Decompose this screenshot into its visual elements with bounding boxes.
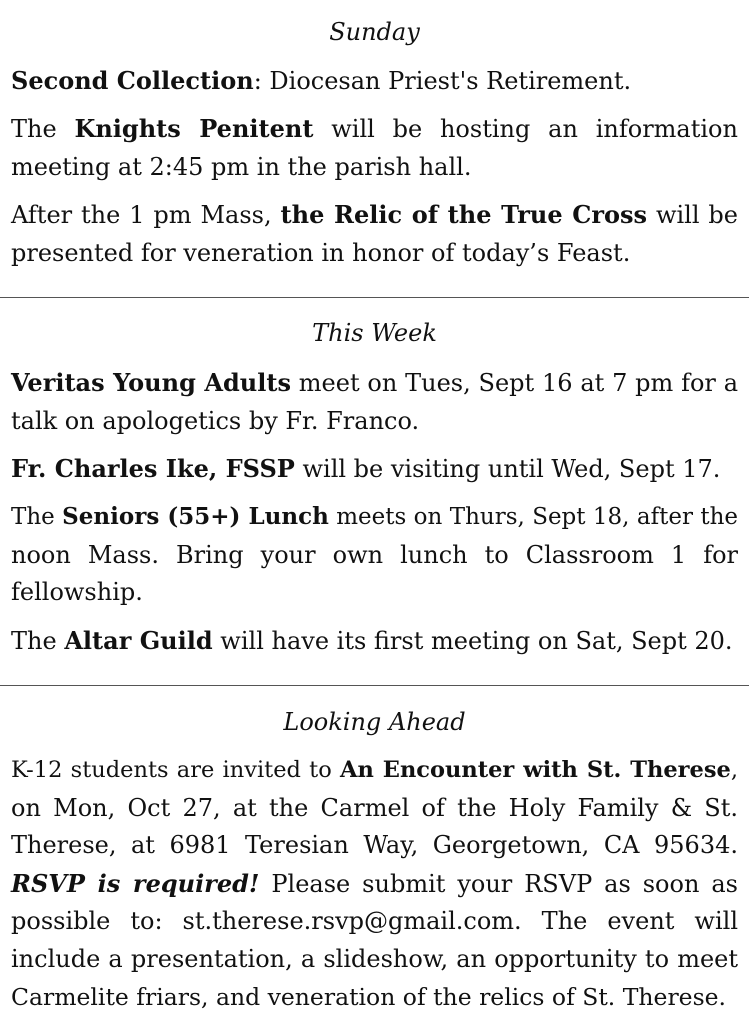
announcement-line: noon Mass. Bring your own lunch to Classroom 1 for: [11, 540, 738, 569]
announcement-title: the Relic of the True Cross: [280, 200, 648, 229]
announcement-altar-guild: [11, 622, 738, 661]
announcement-text: The: [11, 504, 55, 530]
announcement-line: meeting at 2:45 pm in the parish hall.: [11, 152, 472, 181]
announcement-title: Second Collection: [11, 66, 254, 95]
section-heading-looking-ahead: Looking Ahead: [283, 708, 466, 736]
announcement-text: will be visiting until Wed, Sept 17.: [302, 455, 721, 483]
announcement-text: will have its first meeting on Sat, Sept 20.: [220, 627, 733, 655]
section-divider: [0, 297, 749, 298]
announcement-fr-charles-ike: [11, 450, 738, 489]
announcement-text: meets on Thurs, Sept 18, after the: [336, 504, 739, 530]
announcement-text: After the 1 pm Mass,: [11, 201, 272, 229]
announcement-seniors-lunch: [11, 498, 738, 612]
announcement-line: include a presentation, a slideshow, an opportunity to meet: [11, 944, 738, 973]
announcement-line: Therese, at 6981 Teresian Way, Georgetown, CA 95634.: [11, 831, 738, 860]
announcement-line: talk on apologetics by Fr. Franco.: [11, 406, 420, 435]
announcement-relic-true-cross: [11, 196, 738, 272]
announcement-text: ,: [730, 757, 738, 783]
announcement-text: will be hosting an information: [331, 115, 738, 143]
announcement-text: will be: [655, 201, 738, 229]
announcement-line: [11, 450, 738, 489]
announcement-text: Please submit your RSVP as soon as: [271, 869, 738, 898]
rsvp-required-note: RSVP is required!: [11, 868, 260, 898]
section-heading-this-week: This Week: [312, 319, 437, 347]
announcement-line: [11, 752, 738, 790]
announcement-title: Seniors (55+) Lunch: [62, 503, 329, 530]
announcement-title: An Encounter with St. Therese: [340, 757, 731, 783]
section-divider: [0, 685, 749, 686]
announcement-text: K-12 students are invited to: [11, 757, 332, 783]
announcement-title: Altar Guild: [64, 626, 213, 655]
announcement-line: on Mon, Oct 27, at the Carmel of the Holy Family & St.: [11, 793, 738, 822]
section-heading-sunday: Sunday: [329, 18, 420, 46]
announcement-line: presented for veneration in honor of today’s Feast.: [11, 238, 631, 267]
announcement-line: [11, 62, 738, 101]
announcement-line: [11, 196, 738, 235]
announcement-line: [11, 865, 738, 904]
announcement-veritas-young-adults: [11, 364, 738, 440]
announcement-knights-penitent: [11, 110, 738, 186]
announcement-line: [11, 110, 738, 149]
announcement-line: possible to: st.therese.rsvp@gmail.com. The event will: [11, 907, 738, 936]
announcement-encounter-st-therese: [11, 752, 738, 1016]
announcement-line: [11, 498, 738, 537]
announcement-second-collection: [11, 62, 738, 101]
announcement-title: Fr. Charles Ike, FSSP: [11, 454, 295, 483]
announcement-text: meet on Tues, Sept 16 at 7 pm for a: [298, 369, 738, 397]
announcement-line: fellowship.: [11, 578, 143, 607]
announcement-title: Knights Penitent: [74, 114, 314, 143]
announcement-title: Veritas Young Adults: [11, 368, 291, 397]
announcement-text: : Diocesan Priest's Retirement.: [253, 67, 632, 95]
announcement-line: [11, 622, 738, 661]
announcement-line: [11, 364, 738, 403]
announcement-text: The: [11, 627, 57, 655]
announcement-text: The: [11, 115, 57, 143]
announcement-line: Carmelite friars, and veneration of the relics of St. Therese.: [11, 982, 727, 1011]
